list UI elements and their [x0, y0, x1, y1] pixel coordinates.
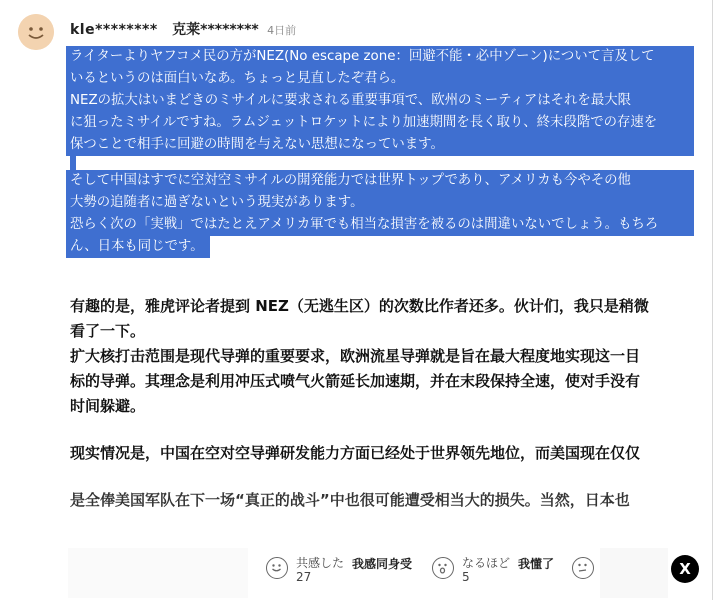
username-translated: 克莱******** — [172, 22, 259, 38]
smile-icon — [266, 557, 288, 579]
zh-line: 有趣的是，雅虎评论者提到 NEZ（无逃生区）的次数比作者还多。伙计们，我只是稍微 — [70, 297, 649, 315]
smiley-avatar-icon — [18, 14, 54, 50]
blurred-region — [600, 548, 668, 598]
username[interactable]: kle******** — [70, 22, 158, 38]
jp-line: そして中国はすでに空対空ミサイルの開発能力では世界トップであり、アメリカも今やその他 — [66, 170, 694, 192]
zh-line: 看了一下。 — [70, 322, 146, 340]
jp-line: ん、日本も同じです。 — [66, 236, 210, 258]
insight-label: なるほど — [462, 556, 511, 570]
comment-body-japanese — [66, 46, 694, 258]
insight-count: 5 — [462, 570, 470, 584]
zh-line: 标的导弹。其理念是利用冲压式喷气火箭延长加速期，并在末段保持全速，使对手没有 — [70, 372, 641, 390]
zh-line: 扩大核打击范围是现代导弹的重要要求，欧洲流星导弹就是旨在最大程度地实现这一目 — [70, 347, 641, 365]
jp-line: ライターよりヤフコメ民の方がNEZ(No escape zone：回避不能・必中ゾーン)について言及して — [66, 46, 694, 68]
jp-line: 恐らく次の「実戦」ではたとえアメリカ軍でも相当な損害を被るのは間違いないでしょう。もちろ — [66, 214, 694, 236]
empathy-count: 27 — [296, 570, 312, 584]
zh-line: 现实情况是，中国在空对空导弹研发能力方面已经处于世界领先地位，而美国现在仅仅 — [70, 444, 641, 462]
zh-line: 是全俸美国军队在下一场“真正的战斗”中也很可能遭受相当大的损失。当然，日本也 — [70, 491, 630, 509]
x-share-icon[interactable]: X — [671, 555, 699, 583]
thinking-icon — [572, 557, 594, 579]
comment-header — [70, 19, 296, 39]
zh-line-blank — [70, 419, 695, 441]
insight-label-translated: 我懂了 — [518, 557, 555, 571]
jp-line: いるというのは面白いなあ。ちょっと見直したぞ君ら。 — [66, 68, 694, 90]
comment-body-translation — [70, 294, 695, 510]
empathy-label: 共感した — [296, 556, 345, 570]
zh-line: 时间躲避。 — [70, 397, 146, 415]
jp-line: NEZの拡大はいまどきのミサイルに要求される重要事項で、欧州のミーティアはそれを最大限 — [66, 90, 694, 112]
avatar[interactable] — [18, 14, 54, 50]
comment-date: 4日前 — [267, 24, 297, 37]
jp-line: に狙ったミサイルですね。ラムジェットロケットにより加速期間を長く取り、終末段階での存速を — [66, 112, 694, 134]
jp-line: 保つことで相手に回避の時間を与えない思想になっています。 — [66, 134, 694, 156]
jp-line-blank — [66, 156, 694, 170]
blurred-region — [68, 548, 248, 598]
surprised-icon — [432, 557, 454, 579]
jp-line: 大勢の追随者に過ぎないという現実があります。 — [66, 192, 694, 214]
empathy-label-translated: 我感同身受 — [352, 557, 413, 571]
zh-line-blank — [70, 466, 695, 488]
